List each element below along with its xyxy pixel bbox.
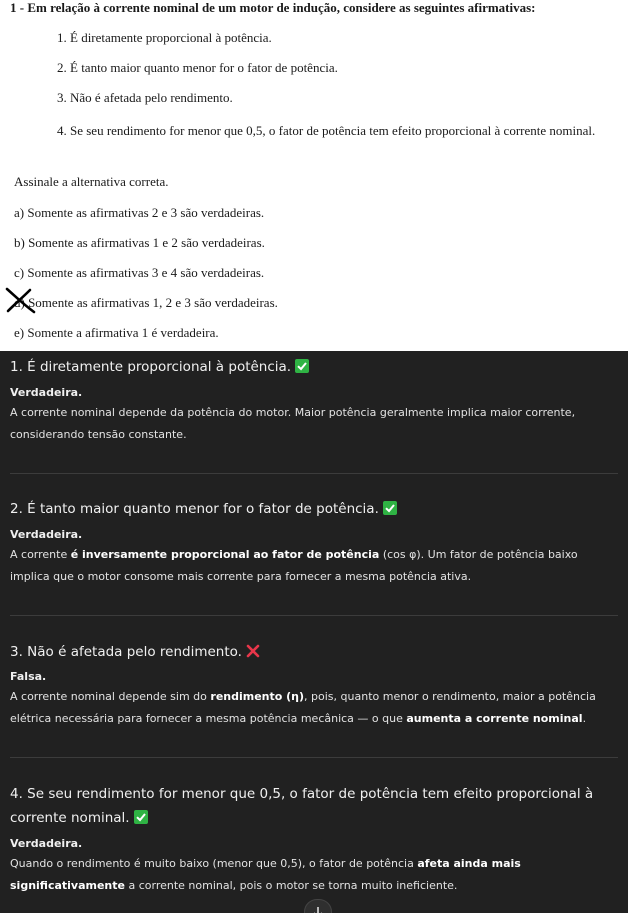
answer-4-text: Quando o rendimento é muito baixo (menor que 0,5), o fator de potência afeta ainda mais significativamente a corrente nominal, pois o motor se torna muito ineficiente. <box>10 857 521 892</box>
answer-3-title: 3. Não é afetada pelo rendimento. <box>10 644 242 660</box>
question-title: 1 - Em relação à corrente nominal de um motor de indução, considere as seguintes afirmativas: <box>10 0 536 15</box>
answer-4-title: 4. Se seu rendimento for menor que 0,5, o fator de potência tem efeito proporcional à corrente nominal. <box>10 786 594 826</box>
answer-section-1 <box>10 355 618 446</box>
option-d: d) Somente as afirmativas 1, 2 e 3 são verdadeiras. <box>14 295 278 310</box>
statement-2: 2. É tanto maior quanto menor for o fator de potência. <box>57 60 338 75</box>
answer-1-text: A corrente nominal depende da potência do motor. Maior potência geralmente implica maior corrente, considerando tensão constante. <box>10 406 576 441</box>
answer-1-title: 1. É diretamente proporcional à potência. <box>10 359 292 375</box>
answer-section-4 <box>10 782 618 897</box>
option-a: a) Somente as afirmativas 2 e 3 são verdadeiras. <box>14 205 265 220</box>
option-b: b) Somente as afirmativas 1 e 2 são verdadeiras. <box>14 235 265 250</box>
answer-section-3 <box>10 640 618 730</box>
answer-2-text: A corrente é inversamente proporcional ao fator de potência (cos φ). Um fator de potência baixo implica que o motor consome mais corrente para fornecer a mesma potência ativa. <box>10 548 578 583</box>
check-mark-icon <box>295 359 309 373</box>
chat-response <box>0 351 628 913</box>
check-mark-icon <box>383 501 397 515</box>
statement-4: 4. Se seu rendimento for menor que 0,5, o fator de potência tem efeito proporcional à corrente nominal. <box>57 123 596 138</box>
scroll-down-button[interactable] <box>304 899 332 913</box>
answer-section-2 <box>10 497 618 588</box>
check-mark-icon <box>134 810 148 824</box>
question-document <box>0 0 628 351</box>
answer-2-verdict: Verdadeira. <box>10 528 83 541</box>
statement-3: 3. Não é afetada pelo rendimento. <box>57 90 233 105</box>
arrow-down-icon <box>305 900 331 913</box>
divider <box>10 757 618 758</box>
cross-mark-icon <box>246 644 260 658</box>
answer-3-verdict: Falsa. <box>10 670 47 683</box>
handwritten-x-mark-icon <box>3 286 37 314</box>
statement-1: 1. É diretamente proporcional à potência. <box>57 30 272 45</box>
answer-2-title: 2. É tanto maior quanto menor for o fator de potência. <box>10 501 379 517</box>
answer-1-verdict: Verdadeira. <box>10 386 83 399</box>
answer-4-verdict: Verdadeira. <box>10 837 83 850</box>
divider <box>10 615 618 616</box>
answer-3-text: A corrente nominal depende sim do rendimento (η), pois, quanto menor o rendimento, maior a potência elétrica necessária para fornecer a mesma potência mecânica — o que aumenta a corrente nominal. <box>10 690 596 725</box>
divider <box>10 473 618 474</box>
option-e: e) Somente a afirmativa 1 é verdadeira. <box>14 325 219 340</box>
option-c: c) Somente as afirmativas 3 e 4 são verdadeiras. <box>14 265 265 280</box>
instruction: Assinale a alternativa correta. <box>14 174 169 189</box>
